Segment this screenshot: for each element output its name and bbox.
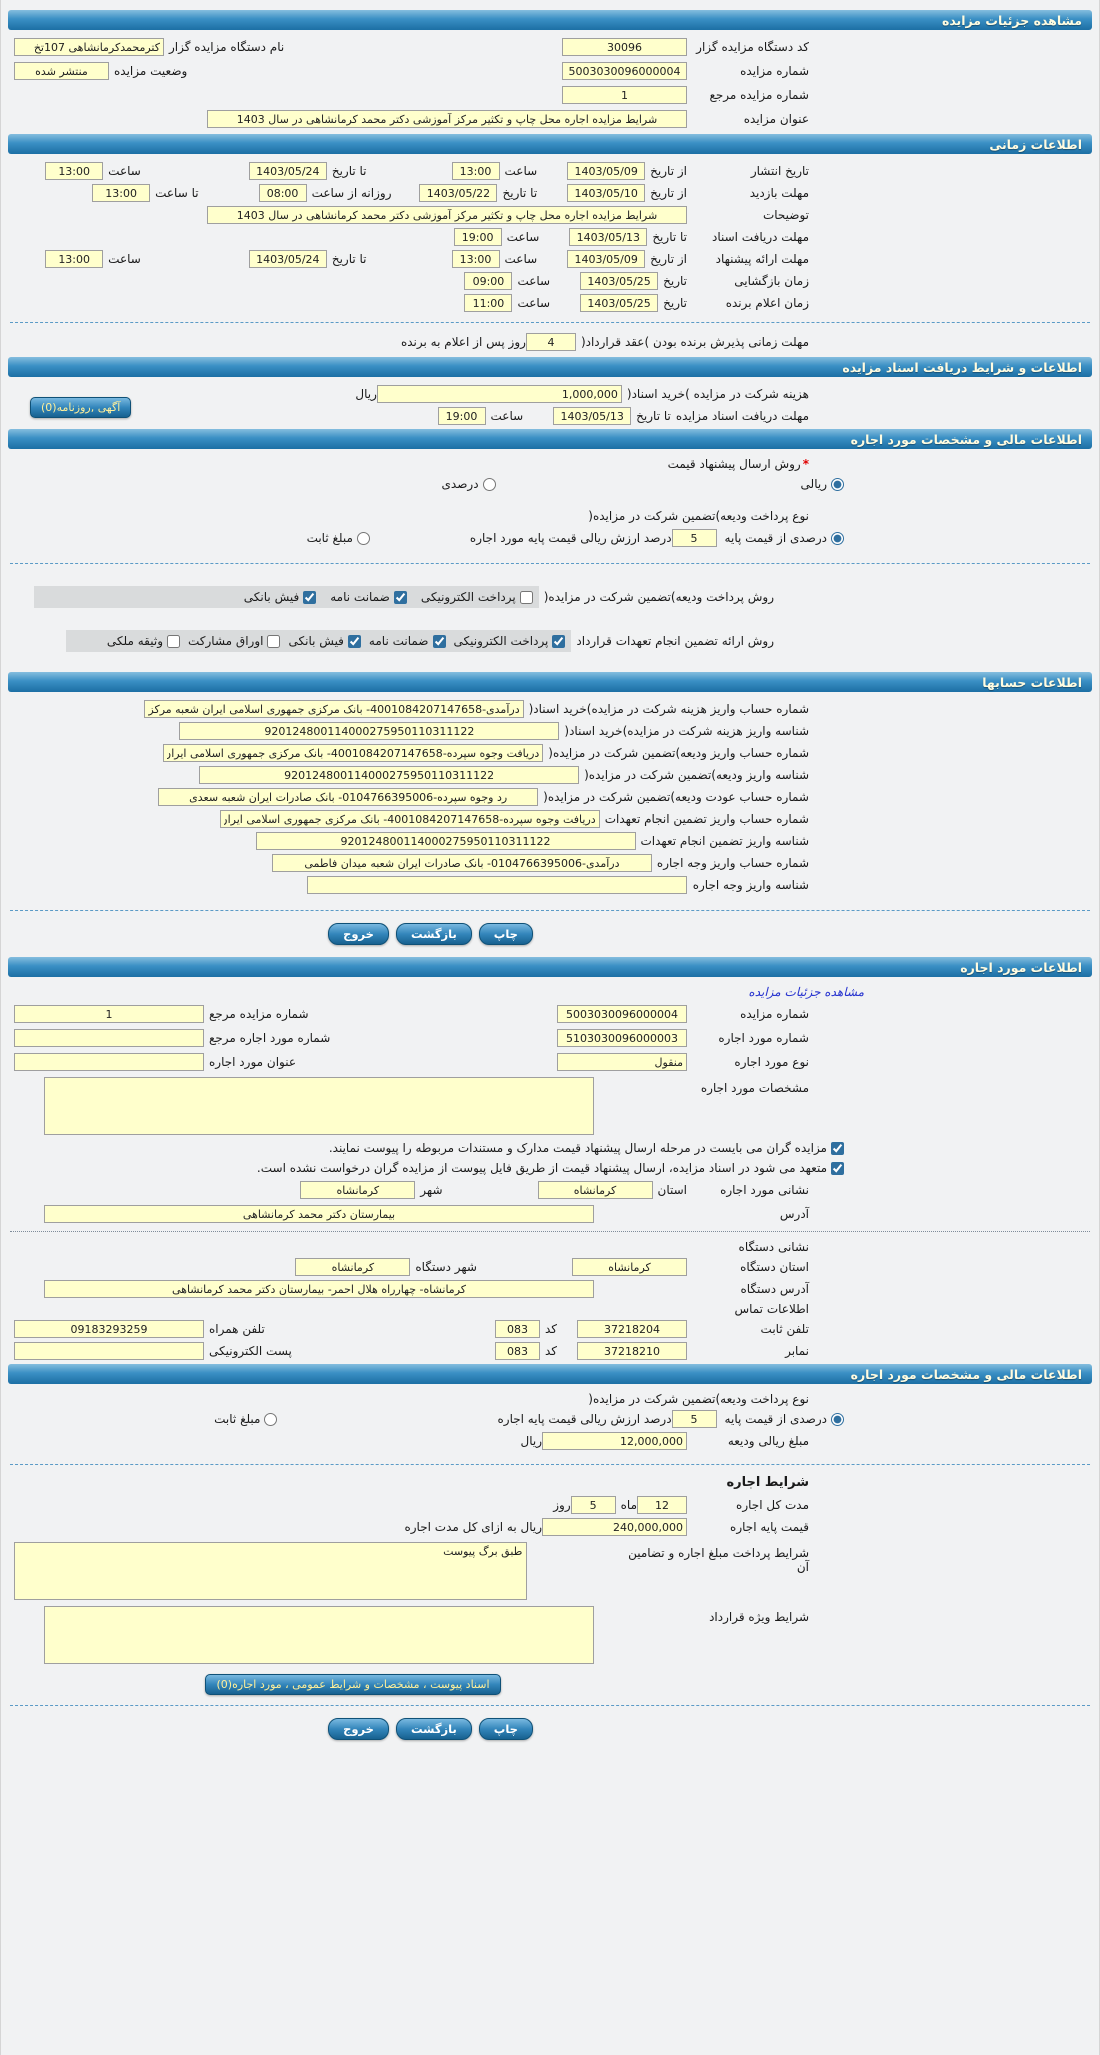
- rental-item-ref-input[interactable]: [14, 1029, 204, 1047]
- publish-to-date-input[interactable]: [249, 162, 327, 180]
- guarantee-method-label: روش ارائه تضمین انجام تعهدات قرارداد: [576, 634, 774, 648]
- rial-unit-label: ریال: [520, 1434, 542, 1448]
- city-input[interactable]: [300, 1181, 415, 1199]
- hour-label: ساعت: [108, 252, 141, 266]
- offer-deadline-row: [14, 250, 809, 268]
- fixed-amount-radio[interactable]: [357, 532, 370, 545]
- auction-status-input[interactable]: [14, 62, 109, 80]
- mobile-input[interactable]: [14, 1320, 204, 1338]
- opening-time-label: زمان بازگشایی: [734, 274, 809, 288]
- fax-group: [495, 1342, 809, 1360]
- auction-no-label: شماره مزایده: [740, 64, 809, 78]
- visit-daily-to-input[interactable]: [92, 184, 150, 202]
- phone-row: [14, 1320, 809, 1338]
- account-row-input[interactable]: [272, 854, 652, 872]
- email-group: [14, 1342, 292, 1360]
- rental-auction-no-input[interactable]: [557, 1005, 687, 1023]
- to-date-label: تا تاریخ: [331, 164, 367, 178]
- publish-date-label: تاریخ انتشار: [750, 164, 809, 178]
- deposit-electronic-option: [421, 590, 533, 604]
- special-terms-label: شرایط ویژه قرارداد: [709, 1610, 809, 1624]
- deposit-type-options-row: [14, 529, 844, 547]
- section-header-financial2: [8, 1364, 1092, 1384]
- docs-receive-deadline-label: مهلت دریافت اسناد: [711, 230, 809, 244]
- guarantee-bank-slip-option: [288, 634, 360, 648]
- rental-auction-ref-input[interactable]: [14, 1005, 204, 1023]
- rental-item-title-label: عنوان مورد اجاره: [209, 1055, 297, 1069]
- docs-section: [8, 385, 1092, 425]
- attach-docs-checkbox[interactable]: [831, 1142, 844, 1155]
- percent-of-base2-label: درصدی از قیمت پایه: [724, 1412, 827, 1426]
- deposit-guarantee-letter-option: [330, 590, 407, 604]
- send-method-label-row: [14, 457, 809, 471]
- dashed-separator: [10, 910, 1090, 911]
- award-acceptance-suffix: روز پس از اعلام به برنده: [400, 335, 526, 349]
- visit-daily-from-input[interactable]: [259, 184, 307, 202]
- visit-deadline-row: [14, 184, 809, 202]
- deposit-percent-desc: درصد ارزش ریالی قیمت پایه مورد اجاره: [469, 531, 672, 545]
- from-date-label: از تاریخ: [650, 164, 687, 178]
- item-address-row: [14, 1181, 809, 1199]
- to-hour-label: تا ساعت: [155, 186, 199, 200]
- required-asterisk: *: [802, 457, 809, 471]
- percent-of-base-label: درصدی از قیمت پایه: [724, 531, 827, 545]
- actions-row-bottom: [8, 1718, 853, 1740]
- visit-deadline-label: مهلت بازدید: [749, 186, 809, 200]
- item-specs-label: مشخصات مورد اجاره: [700, 1081, 809, 1095]
- agreement-row-2: [14, 1161, 844, 1175]
- award-acceptance-label: مهلت زمانی پذیرش برنده بودن )عقد قرارداد(: [580, 335, 809, 349]
- account-row-input[interactable]: [199, 766, 579, 784]
- rial-radio[interactable]: [831, 478, 844, 491]
- percent-option: [442, 477, 496, 491]
- fixed-amount2-radio[interactable]: [264, 1413, 277, 1426]
- base-price-label: قیمت پایه اجاره: [730, 1520, 809, 1534]
- docs-deadline-time-input[interactable]: [438, 407, 486, 425]
- section-header-time: [8, 134, 1092, 154]
- winner-date-input[interactable]: [580, 294, 658, 312]
- docs-receive-deadline-row: [14, 228, 809, 246]
- account-row: [14, 854, 809, 872]
- visit-from-date-input[interactable]: [567, 184, 645, 202]
- deposit-amount-input[interactable]: [542, 1432, 687, 1450]
- hour-label: ساعت: [490, 409, 524, 423]
- device-address-input[interactable]: [44, 1280, 594, 1298]
- winner-announce-label: زمان اعلام برنده: [725, 296, 809, 310]
- device-name-group: [14, 38, 284, 56]
- deposit-guarantee-letter-checkbox[interactable]: [394, 591, 407, 604]
- hour-label: ساعت: [517, 274, 551, 288]
- to-date-label: تا تاریخ: [502, 186, 538, 200]
- dashed-separator: [10, 563, 1090, 564]
- province-label: استان: [657, 1183, 687, 1197]
- section-header-details: [8, 10, 1092, 30]
- device-city-input[interactable]: [295, 1258, 410, 1276]
- offer-to-time-input[interactable]: [45, 250, 103, 268]
- phone-area-code-label: کد: [544, 1322, 557, 1336]
- mobile-group: [14, 1320, 265, 1338]
- deposit-amount-label: مبلغ ریالی ودیعه: [727, 1434, 809, 1448]
- percent-of-base-radio[interactable]: [831, 532, 844, 545]
- offer-from-date-input[interactable]: [567, 250, 645, 268]
- publish-date-row: [14, 162, 809, 180]
- docs-receive-time-input[interactable]: [454, 228, 502, 246]
- deposit-method-band: [34, 586, 539, 608]
- to-date-label: تا تاریخ: [636, 409, 671, 423]
- device-address-label: آدرس دستگاه: [740, 1282, 809, 1296]
- rental-item-title-input[interactable]: [14, 1053, 204, 1071]
- auction-no-group: [562, 62, 809, 80]
- device-address-title: نشانی دستگاه: [738, 1240, 809, 1254]
- account-row-label: شماره حساب واریز ودیعه)تضمین شرکت در مزایده(: [548, 746, 809, 760]
- section-title-financial: اطلاعات مالی و مشخصات مورد اجاره: [850, 431, 1082, 447]
- account-row-label: شناسه واریز تضمین انجام تعهدات: [640, 834, 809, 848]
- deposit-percent-input[interactable]: [672, 529, 717, 547]
- dashed-separator: [10, 322, 1090, 323]
- fixed-amount2-option: [214, 1412, 277, 1426]
- deposit-bank-slip-label: فیش بانکی: [243, 590, 300, 604]
- offer-to-date-input[interactable]: [249, 250, 327, 268]
- auction-details-link[interactable]: مشاهده جزئیات مزایده: [748, 985, 864, 999]
- account-row-input[interactable]: [307, 876, 687, 894]
- deposit-percent2-desc: درصد ارزش ریالی قیمت پایه اجاره: [497, 1412, 672, 1426]
- publish-from-time-input[interactable]: [452, 162, 500, 180]
- deposit-guarantee-letter-label: ضمانت نامه: [330, 590, 390, 604]
- from-date-label: از تاریخ: [650, 252, 687, 266]
- account-row-input[interactable]: [256, 832, 636, 850]
- dashed-separator: [10, 1464, 1090, 1465]
- account-row: [14, 810, 809, 828]
- rental-item-no-label: شماره مورد اجاره: [718, 1031, 809, 1045]
- account-row-label: شماره حساب واریز وجه اجاره: [656, 856, 809, 870]
- section-title-docs: اطلاعات و شرایط دریافت اسناد مزایده: [842, 359, 1082, 375]
- no-attachment-required-text: متعهد می شود در اسناد مزایده، ارسال پیشنهاد قیمت از طریق فایل پیوست از مزایده گران درخواست نشده است.: [256, 1161, 827, 1175]
- account-row: [14, 876, 809, 894]
- phone-label: تلفن ثابت: [760, 1322, 809, 1336]
- guarantee-letter-label: ضمانت نامه: [368, 634, 429, 648]
- address-input[interactable]: [44, 1205, 594, 1223]
- rent-conditions-title: شرایط اجاره: [726, 1475, 809, 1490]
- back-button[interactable]: بازگشت: [396, 923, 472, 945]
- offer-from-time-input[interactable]: [452, 250, 500, 268]
- docs-receive-date-input[interactable]: [569, 228, 647, 246]
- percent-of-base2-option: [725, 1412, 844, 1426]
- months-unit-label: ماه: [620, 1498, 637, 1512]
- deposit-electronic-checkbox[interactable]: [520, 591, 533, 604]
- agreement-row-1: [14, 1141, 844, 1155]
- address-label: آدرس: [779, 1207, 809, 1221]
- docs-deadline-date-input[interactable]: [553, 407, 631, 425]
- special-terms-textarea[interactable]: [44, 1606, 594, 1664]
- rial-unit-label: ریال: [355, 387, 377, 401]
- deposit-type-label-row: [14, 509, 809, 523]
- percent-option-label: درصدی: [441, 477, 479, 491]
- details-link-row: [14, 985, 864, 999]
- rental-item-no-group: [557, 1029, 809, 1047]
- percent-of-base2-radio[interactable]: [831, 1413, 844, 1426]
- general-row-2: [14, 62, 809, 80]
- rental-item-title-group: [14, 1053, 296, 1071]
- exit-button[interactable]: خروج: [328, 923, 389, 945]
- device-province-input[interactable]: [572, 1258, 687, 1276]
- fax-area-code-label: کد: [544, 1344, 557, 1358]
- rental-item-type-input[interactable]: [557, 1053, 687, 1071]
- opening-date-input[interactable]: [580, 272, 658, 290]
- deposit-type-label: نوع پرداخت ودیعه)تضمین شرکت در مزایده(: [588, 509, 809, 523]
- auction-ref-no-label: شماره مزایده مرجع: [709, 88, 809, 102]
- from-date-label: از تاریخ: [650, 186, 687, 200]
- send-method-label: روش ارسال پیشنهاد قیمت: [667, 457, 801, 471]
- participation-fee-input[interactable]: [377, 385, 622, 403]
- rental-item-no-input[interactable]: [557, 1029, 687, 1047]
- device-address-row: [14, 1280, 809, 1298]
- device-address-title-row: [14, 1240, 809, 1254]
- guarantee-electronic-option: [454, 634, 566, 648]
- city-label: شهر: [420, 1183, 443, 1197]
- rent-duration-row: [14, 1496, 809, 1514]
- fax-input[interactable]: [577, 1342, 687, 1360]
- account-row-label: شناسه واریز ودیعه)تضمین شرکت در مزایده(: [584, 768, 809, 782]
- deposit-bank-slip-option: [244, 590, 316, 604]
- special-terms-row: [14, 1606, 809, 1664]
- hour-label: ساعت: [504, 252, 538, 266]
- print-button[interactable]: چاپ: [479, 1718, 533, 1740]
- account-row: [14, 700, 809, 718]
- description-label: توضیحات: [762, 208, 809, 222]
- section-header-rental: [8, 957, 1092, 977]
- fixed-amount-label: مبلغ ثابت: [306, 531, 353, 545]
- guarantee-bonds-option: [188, 634, 280, 648]
- rial-option: [801, 477, 844, 491]
- account-row-label: شماره حساب عودت ودیعه)تضمین شرکت در مزایده(: [543, 790, 809, 804]
- rent-days-input[interactable]: [571, 1496, 616, 1514]
- account-row-label: شماره حساب واریز تضمین انجام تعهدات: [604, 812, 809, 826]
- rental-auction-ref-group: [14, 1005, 309, 1023]
- device-name-label: نام دستگاه مزایده گزار: [169, 40, 285, 54]
- guarantee-method-band: [66, 630, 571, 652]
- base-price-row: [14, 1518, 809, 1536]
- rental-row-3: [14, 1053, 809, 1071]
- item-specs-row: [14, 1077, 809, 1135]
- item-specs-textarea[interactable]: [44, 1077, 594, 1135]
- participation-fee-label: هزینه شرکت در مزایده )خرید اسناد(: [626, 387, 809, 401]
- device-name-input[interactable]: [14, 38, 164, 56]
- description-input[interactable]: [207, 206, 687, 224]
- percent-radio[interactable]: [483, 478, 496, 491]
- award-acceptance-days-input[interactable]: [526, 333, 576, 351]
- account-row-input[interactable]: [220, 810, 600, 828]
- section-title-rental: اطلاعات مورد اجاره: [960, 959, 1082, 975]
- deposit-bank-slip-checkbox[interactable]: [303, 591, 316, 604]
- device-city-label: شهر دستگاه: [415, 1260, 477, 1274]
- contact-title-row: [14, 1302, 809, 1316]
- account-row-label: شناسه واریز هزینه شرکت در مزایده)خرید اسناد(: [564, 724, 809, 738]
- hour-label: ساعت: [504, 164, 538, 178]
- payment-terms-row: [14, 1542, 809, 1600]
- rental-auction-no-group: [557, 1005, 809, 1023]
- section-header-accounts: [8, 672, 1092, 692]
- section-title-time: اطلاعات زمانی: [989, 136, 1082, 152]
- to-date-label: تا تاریخ: [652, 230, 687, 244]
- payment-terms-textarea[interactable]: [14, 1542, 527, 1600]
- guarantee-property-label: وثیقه ملکی: [106, 634, 164, 648]
- rental-row-1: [14, 1005, 809, 1023]
- device-code-group: [562, 38, 809, 56]
- send-method-options-row: [14, 477, 844, 491]
- auction-ref-no-input[interactable]: [562, 86, 687, 104]
- guarantee-property-checkbox[interactable]: [167, 635, 180, 648]
- province-input[interactable]: [538, 1181, 653, 1199]
- dotted-separator: [10, 1231, 1090, 1232]
- publish-from-date-input[interactable]: [567, 162, 645, 180]
- account-row-input[interactable]: [163, 744, 543, 762]
- print-button[interactable]: چاپ: [479, 923, 533, 945]
- device-province-label: استان دستگاه: [740, 1260, 809, 1274]
- exit-button[interactable]: خروج: [328, 1718, 389, 1740]
- guarantee-letter-checkbox[interactable]: [433, 635, 446, 648]
- auction-no-input[interactable]: [562, 62, 687, 80]
- guarantee-electronic-checkbox[interactable]: [552, 635, 565, 648]
- section-header-financial: [8, 429, 1092, 449]
- rental-auction-ref-label: شماره مزایده مرجع: [209, 1007, 309, 1021]
- general-row-4: [14, 110, 809, 128]
- fax-row: [14, 1342, 809, 1360]
- phone-group: [495, 1320, 809, 1338]
- fax-label: نمابر: [785, 1344, 809, 1358]
- address-row: [14, 1205, 809, 1223]
- fixed-amount-option: [307, 531, 370, 545]
- device-code-input[interactable]: [562, 38, 687, 56]
- deposit-electronic-label: پرداخت الکترونیکی: [420, 590, 516, 604]
- dashed-separator: [10, 1705, 1090, 1706]
- attachments-row: [8, 1674, 698, 1695]
- rental-item-type-group: [557, 1053, 809, 1071]
- opening-time-row: [14, 272, 809, 290]
- no-attachment-required-checkbox[interactable]: [831, 1162, 844, 1175]
- auction-title-label: عنوان مزایده: [743, 112, 809, 126]
- attach-docs-text: مزایده گران می بایست در مرحله ارسال پیشنهاد قیمت مدارک و مستندات مربوطه را پیوست نمایند.: [328, 1141, 827, 1155]
- account-row: [14, 722, 809, 740]
- account-row: [14, 766, 809, 784]
- base-price-suffix: ریال به ازای کل مدت اجاره: [404, 1520, 542, 1534]
- hour-label: ساعت: [108, 164, 141, 178]
- general-row-3: [14, 86, 809, 104]
- actions-row-top: [8, 923, 853, 945]
- phone-input[interactable]: [577, 1320, 687, 1338]
- winner-announce-row: [14, 294, 809, 312]
- deposit-type2-label-row: [14, 1392, 809, 1406]
- account-row-label: شناسه واریز وجه اجاره: [692, 878, 809, 892]
- guarantee-bonds-checkbox[interactable]: [267, 635, 280, 648]
- to-date-label: تا تاریخ: [331, 252, 367, 266]
- phone-area-code-input[interactable]: [495, 1320, 540, 1338]
- guarantee-letter-option: [369, 634, 446, 648]
- conditions-title-row: [14, 1475, 809, 1490]
- mobile-label: تلفن همراه: [209, 1322, 265, 1336]
- account-row: [14, 744, 809, 762]
- date-label: تاریخ: [663, 296, 687, 310]
- hour-label: ساعت: [506, 230, 540, 244]
- attachments-button[interactable]: اسناد پیوست ، مشخصات و شرایط عمومی ، مورد اجاره(0): [205, 1674, 500, 1695]
- auction-status-group: [14, 62, 187, 80]
- guarantee-property-option: [107, 634, 180, 648]
- back-button[interactable]: بازگشت: [396, 1718, 472, 1740]
- deposit-type2-label: نوع پرداخت ودیعه)تضمین شرکت در مزایده(: [588, 1392, 809, 1406]
- account-row: [14, 832, 809, 850]
- opening-time-input[interactable]: [464, 272, 512, 290]
- days-unit-label: روز: [553, 1498, 571, 1512]
- auction-title-input[interactable]: [207, 110, 687, 128]
- rental-item-ref-label: شماره مورد اجاره مرجع: [209, 1031, 331, 1045]
- base-price-input[interactable]: [542, 1518, 687, 1536]
- rental-auction-no-label: شماره مزایده: [740, 1007, 809, 1021]
- item-address-title: نشانی مورد اجاره: [720, 1183, 809, 1197]
- section-title-accounts: اطلاعات حسابها: [982, 674, 1082, 690]
- contact-info-title: اطلاعات تماس: [734, 1302, 809, 1316]
- docs-deadline-row: [14, 407, 809, 425]
- account-row-label: شماره حساب واریز هزینه شرکت در مزایده)خرید اسناد(: [528, 702, 809, 716]
- payment-terms-label: شرایط پرداخت مبلغ اجاره و تضامین آن: [628, 1546, 809, 1574]
- auction-status-label: وضعیت مزایده: [114, 64, 188, 78]
- section-header-docs: [8, 357, 1092, 377]
- daily-from-hour-label: روزانه از ساعت: [311, 186, 392, 200]
- guarantee-bonds-label: اوراق مشارکت: [188, 634, 264, 648]
- rental-row-2: [14, 1029, 809, 1047]
- email-label: پست الکترونیکی: [209, 1344, 292, 1358]
- fax-area-code-input[interactable]: [495, 1342, 540, 1360]
- section-title-financial2: اطلاعات مالی و مشخصات مورد اجاره: [850, 1366, 1082, 1382]
- description-row: [14, 206, 809, 224]
- general-row-1: [14, 38, 809, 56]
- deposit-method-row: [14, 586, 774, 608]
- fixed-amount2-label: مبلغ ثابت: [214, 1412, 261, 1426]
- guarantee-bank-slip-label: فیش بانکی: [288, 634, 344, 648]
- visit-to-date-input[interactable]: [419, 184, 497, 202]
- deposit-type2-options-row: [14, 1410, 844, 1428]
- rent-months-input[interactable]: [637, 1496, 687, 1514]
- device-location-row: [14, 1258, 809, 1276]
- section-title-details: مشاهده جزئیات مزایده: [941, 12, 1082, 28]
- participation-fee-row: [14, 385, 809, 403]
- publish-to-time-input[interactable]: [45, 162, 103, 180]
- newspaper-ads-button[interactable]: آگهی ,روزنامه(0): [30, 397, 131, 418]
- guarantee-bank-slip-checkbox[interactable]: [348, 635, 361, 648]
- offer-deadline-label: مهلت ارائه پیشنهاد: [715, 252, 809, 266]
- rental-item-type-label: نوع مورد اجاره: [734, 1055, 809, 1069]
- deposit-amount-row: [14, 1432, 809, 1450]
- deposit-method-label: روش پرداخت ودیعه)تضمین شرکت در مزایده(: [543, 590, 774, 604]
- docs-deadline-label: مهلت دریافت اسناد مزایده: [675, 409, 809, 423]
- account-row: [14, 788, 809, 806]
- hour-label: ساعت: [517, 296, 551, 310]
- rent-duration-label: مدت کل اجاره: [736, 1498, 809, 1512]
- rial-option-label: ریالی: [800, 477, 827, 491]
- device-code-label: کد دستگاه مزایده گزار: [696, 40, 809, 54]
- guarantee-method-row: [14, 630, 774, 652]
- guarantee-electronic-label: پرداخت الکترونیکی: [453, 634, 549, 648]
- percent-of-base-option: [725, 531, 844, 545]
- award-acceptance-row: [14, 333, 809, 351]
- winner-time-input[interactable]: [464, 294, 512, 312]
- date-label: تاریخ: [663, 274, 687, 288]
- rental-item-ref-group: [14, 1029, 330, 1047]
- deposit-percent2-input[interactable]: [672, 1410, 717, 1428]
- email-input[interactable]: [14, 1342, 204, 1360]
- account-row-input[interactable]: [158, 788, 538, 806]
- account-row-input[interactable]: [144, 700, 524, 718]
- account-row-input[interactable]: [179, 722, 559, 740]
